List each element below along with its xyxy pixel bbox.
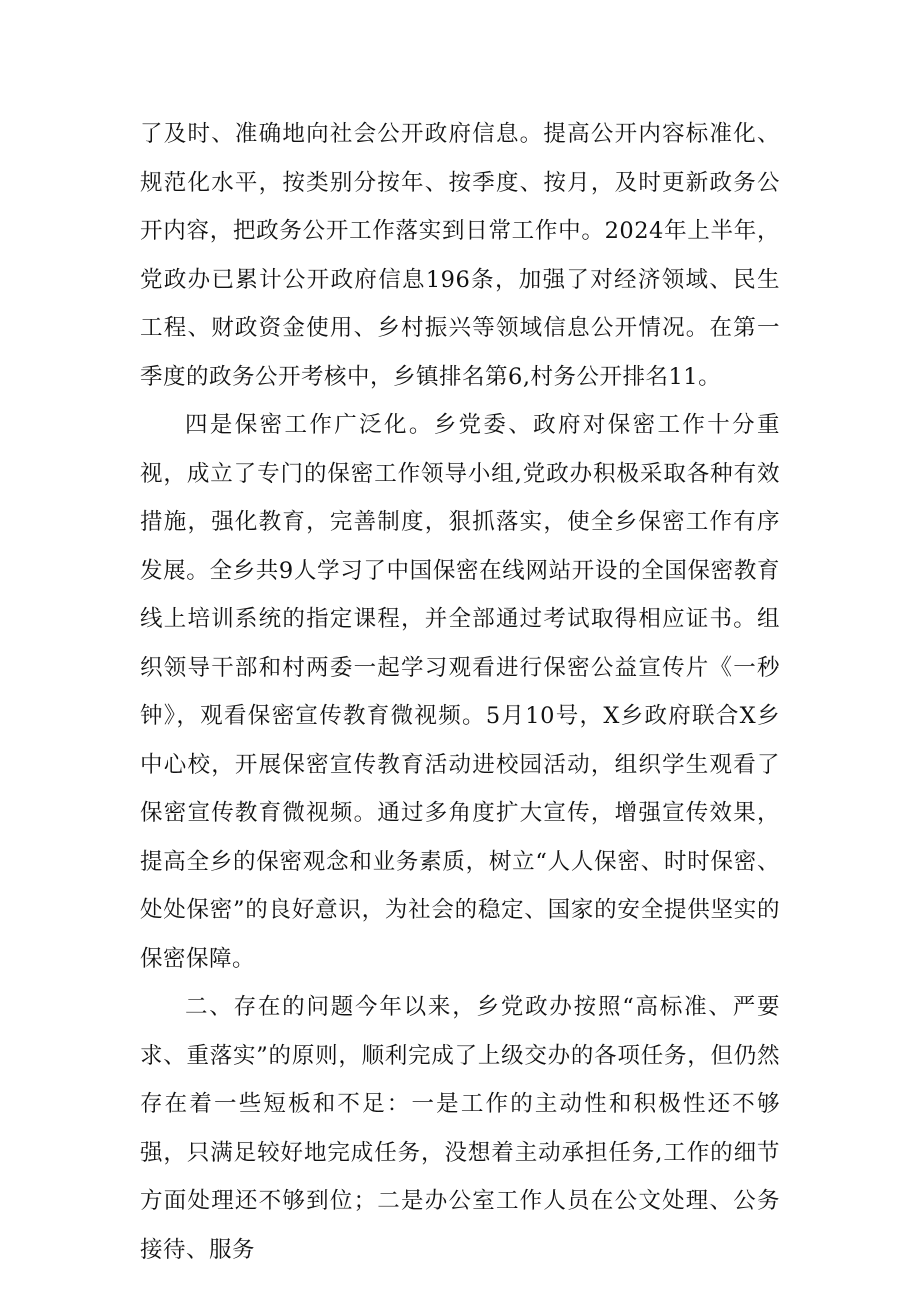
paragraph-confidentiality-work: 四是保密工作广泛化。乡党委、政府对保密工作十分重视，成立了专门的保密工作领导小组,党政办积极采取各种有效措施，强化教育，完善制度，狠抓落实，使全乡保密工作有序发展。全乡共9人学习了中国保密在线网站开设的全国保密教育线上培训系统的指定课程，并全部通过考试取得相应证书。组织领导干部和村两委一起学习观看进行保密公益宣传片《一秒钟》，观看保密宣传教育微视频。5月10号，X乡政府联合X乡中心校，开展保密宣传教育活动进校园活动，组织学生观看了保密宣传教育微视频。通过多角度扩大宣传，增强宣传效果，提高全乡的保密观念和业务素质，树立“人人保密、时时保密、处处保密”的良好意识，为社会的稳定、国家的安全提供坚实的保密保障。 — [140, 412, 780, 972]
paragraph-existing-problems: 二、存在的问题今年以来，乡党政办按照“高标准、严要求、重落实”的原则，顺利完成了上级交办的各项任务，但仍然存在着一些短板和不足：一是工作的主动性和积极性还不够强，只满足较好地完成任务，没想着主动承担任务,工作的细节方面处理还不够到位；二是办公室工作人员在公文处理、公务接待、服务 — [140, 994, 780, 1263]
document-body — [140, 110, 780, 1274]
paragraph-government-info-disclosure: 了及时、准确地向社会公开政府信息。提高公开内容标准化、规范化水平，按类别分按年、按季度、按月，及时更新政务公开内容，把政务公开工作落实到日常工作中。2024年上半年，党政办已累计公开政府信息196条，加强了对经济领域、民生工程、财政资金使用、乡村振兴等领域信息公开情况。在第一季度的政务公开考核中，乡镇排名第6,村务公开排名11。 — [140, 121, 780, 390]
